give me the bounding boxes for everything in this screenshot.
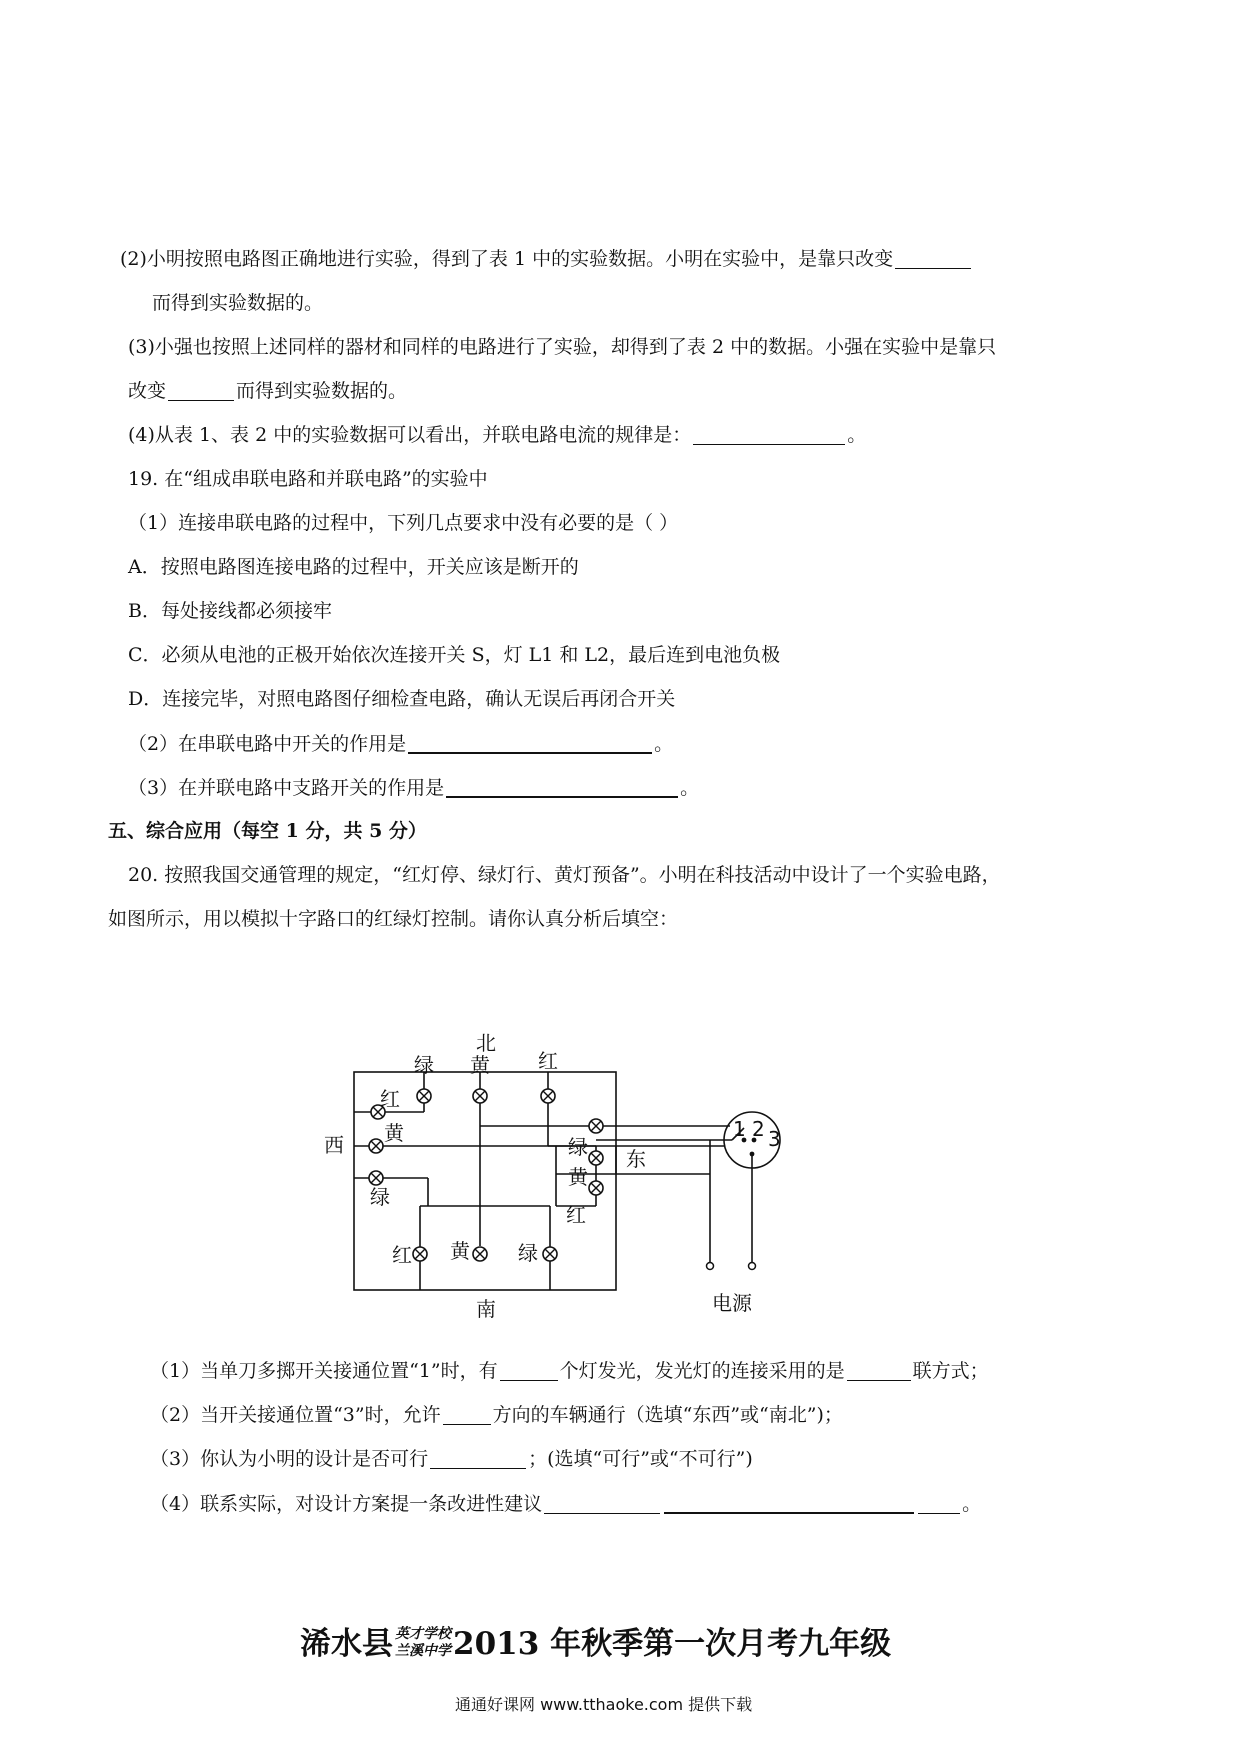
label-west-yellow: 黄 <box>384 1121 404 1145</box>
label-south-yellow: 黄 <box>450 1239 470 1263</box>
q18-part4-end: 。 <box>847 424 867 446</box>
q20-stem-line2: 如图所示，用以模拟十字路口的红绿灯控制。请你认真分析后填空： <box>108 908 679 930</box>
q20-sub1 <box>150 1362 989 1381</box>
q19-option-d: D．连接完毕，对照电路图仔细检查电路，确认无误后再闭合开关 <box>128 688 676 710</box>
lamp-east-green <box>589 1151 603 1165</box>
label-north-red: 红 <box>538 1049 558 1073</box>
q19-sub2-blank[interactable] <box>408 734 652 754</box>
q20-sub1-text-a: （1）当单刀多掷开关接通位置“1”时，有 <box>150 1360 498 1382</box>
q20-sub2-text-a: （2）当开关接通位置“3”时，允许 <box>150 1404 441 1426</box>
q18-part4-line <box>128 426 866 445</box>
lamp-east-yellow <box>589 1181 603 1195</box>
q20-sub4-blank2[interactable] <box>664 1494 914 1514</box>
q20-sub3-blank[interactable] <box>430 1450 526 1469</box>
title-school-bottom: 兰溪中学 <box>395 1642 451 1659</box>
switch-label-1: 1 <box>733 1117 746 1141</box>
q20-sub1-blank1[interactable] <box>500 1362 558 1381</box>
label-south: 南 <box>476 1297 496 1321</box>
q19-option-b: B．每处接线都必须接牢 <box>128 600 332 622</box>
q20-sub1-text-c: 联方式； <box>912 1360 989 1382</box>
q19-sub3 <box>128 778 699 798</box>
q18-part3-text-b: 而得到实验数据的。 <box>236 380 408 402</box>
q18-part2-line2: 而得到实验数据的。 <box>152 292 324 314</box>
q19-sub1: （1）连接串联电路的过程中，下列几点要求中没有必要的是（ ） <box>128 512 679 534</box>
lamp-north-yellow <box>473 1089 487 1103</box>
q20-sub4-text-a: （4）联系实际，对设计方案提一条改进性建议 <box>150 1493 543 1515</box>
q20-stem-line1: 20. 按照我国交通管理的规定，“红灯停、绿灯行、黄灯预备”。小明在科技活动中设计了一个实验电路， <box>128 864 1001 886</box>
q20-sub1-blank2[interactable] <box>847 1362 911 1381</box>
q18-part4-blank[interactable] <box>693 426 845 445</box>
q19-sub3-end: 。 <box>680 777 700 799</box>
lamp-south-red <box>413 1247 427 1261</box>
power-terminal-right <box>749 1263 756 1270</box>
q18-part4-text: (4)从表 1、表 2 中的实验数据可以看出，并联电路电流的规律是： <box>128 424 692 446</box>
power-label: 电源 <box>712 1291 752 1315</box>
title-rest: 2013 年秋季第一次月考九年级 <box>453 1626 892 1662</box>
label-west-red: 红 <box>380 1087 400 1111</box>
footer-source: 通通好课网 www.tthaoke.com 提供下载 <box>455 1695 753 1714</box>
lamp-north-red <box>541 1089 555 1103</box>
q20-sub2-text-b: 方向的车辆通行（选填“东西”或“南北”)； <box>492 1404 843 1426</box>
label-east-yellow: 黄 <box>568 1165 588 1189</box>
switch-contact-common <box>750 1152 755 1157</box>
label-south-red: 红 <box>392 1243 412 1267</box>
q20-sub2-blank[interactable] <box>443 1406 491 1425</box>
title-school-top: 英才学校 <box>395 1626 451 1643</box>
lamp-west-green <box>369 1171 383 1185</box>
q20-sub3-text-a: （3）你认为小明的设计是否可行 <box>150 1448 429 1470</box>
label-north-yellow: 黄 <box>470 1053 490 1077</box>
lamp-south-yellow <box>473 1247 487 1261</box>
section5-heading: 五、综合应用（每空 1 分，共 5 分） <box>108 820 427 842</box>
label-north: 北 <box>476 1031 496 1055</box>
q18-part2-line1 <box>120 250 973 269</box>
label-west: 西 <box>324 1133 344 1157</box>
lamp-east-red <box>589 1119 603 1133</box>
q20-sub3 <box>150 1450 753 1469</box>
title-county: 浠水县 <box>300 1626 393 1662</box>
q19-stem: 19. 在“组成串联电路和并联电路”的实验中 <box>128 468 488 490</box>
title-schools <box>395 1626 451 1658</box>
traffic-light-circuit-diagram <box>324 1031 900 1336</box>
q18-part2-blank[interactable] <box>895 250 971 269</box>
q19-option-c: C．必须从电池的正极开始依次连接开关 S，灯 L1 和 L2，最后连到电池负极 <box>128 644 781 666</box>
label-east: 东 <box>626 1147 646 1171</box>
q19-sub2 <box>128 734 673 754</box>
q20-sub3-text-b: ；(选填“可行”或“不可行”) <box>528 1448 753 1470</box>
q18-part3-line1: (3)小强也按照上述同样的器材和同样的电路进行了实验，却得到了表 2 中的数据。小强在实验中是靠只 <box>128 336 997 358</box>
q19-sub3-text: （3）在并联电路中支路开关的作用是 <box>128 777 445 799</box>
label-east-green: 绿 <box>568 1135 588 1159</box>
q18-part3-line2 <box>128 382 407 401</box>
q19-sub2-text: （2）在串联电路中开关的作用是 <box>128 733 407 755</box>
q18-part3-blank[interactable] <box>168 382 234 401</box>
label-west-green: 绿 <box>370 1185 390 1209</box>
label-south-green: 绿 <box>518 1241 538 1265</box>
switch-label-2: 2 <box>752 1117 765 1141</box>
switch-label-3: 3 <box>768 1127 781 1151</box>
label-east-red: 红 <box>566 1203 586 1227</box>
q20-sub4 <box>150 1494 981 1514</box>
q20-sub4-blank1[interactable] <box>544 1495 660 1514</box>
q20-sub2 <box>150 1406 843 1425</box>
lamp-north-green <box>417 1089 431 1103</box>
q18-part3-text-a: 改变 <box>128 380 167 402</box>
lamp-west-yellow <box>369 1139 383 1153</box>
q20-sub1-text-b: 个灯发光，发光灯的连接采用的是 <box>559 1360 845 1382</box>
q19-sub2-end: 。 <box>654 733 674 755</box>
q19-option-a: A．按照电路图连接电路的过程中，开关应该是断开的 <box>128 556 579 578</box>
q19-sub3-blank[interactable] <box>446 778 678 798</box>
power-terminal-left <box>707 1263 714 1270</box>
q18-part2-text: (2)小明按照电路图正确地进行实验，得到了表 1 中的实验数据。小明在实验中，是靠只改变 <box>120 248 894 270</box>
label-north-green: 绿 <box>414 1053 434 1077</box>
exam-title <box>300 1618 891 1663</box>
lamp-south-green <box>543 1247 557 1261</box>
q20-sub4-end: 。 <box>962 1493 982 1515</box>
q20-sub4-blank3[interactable] <box>918 1495 960 1514</box>
